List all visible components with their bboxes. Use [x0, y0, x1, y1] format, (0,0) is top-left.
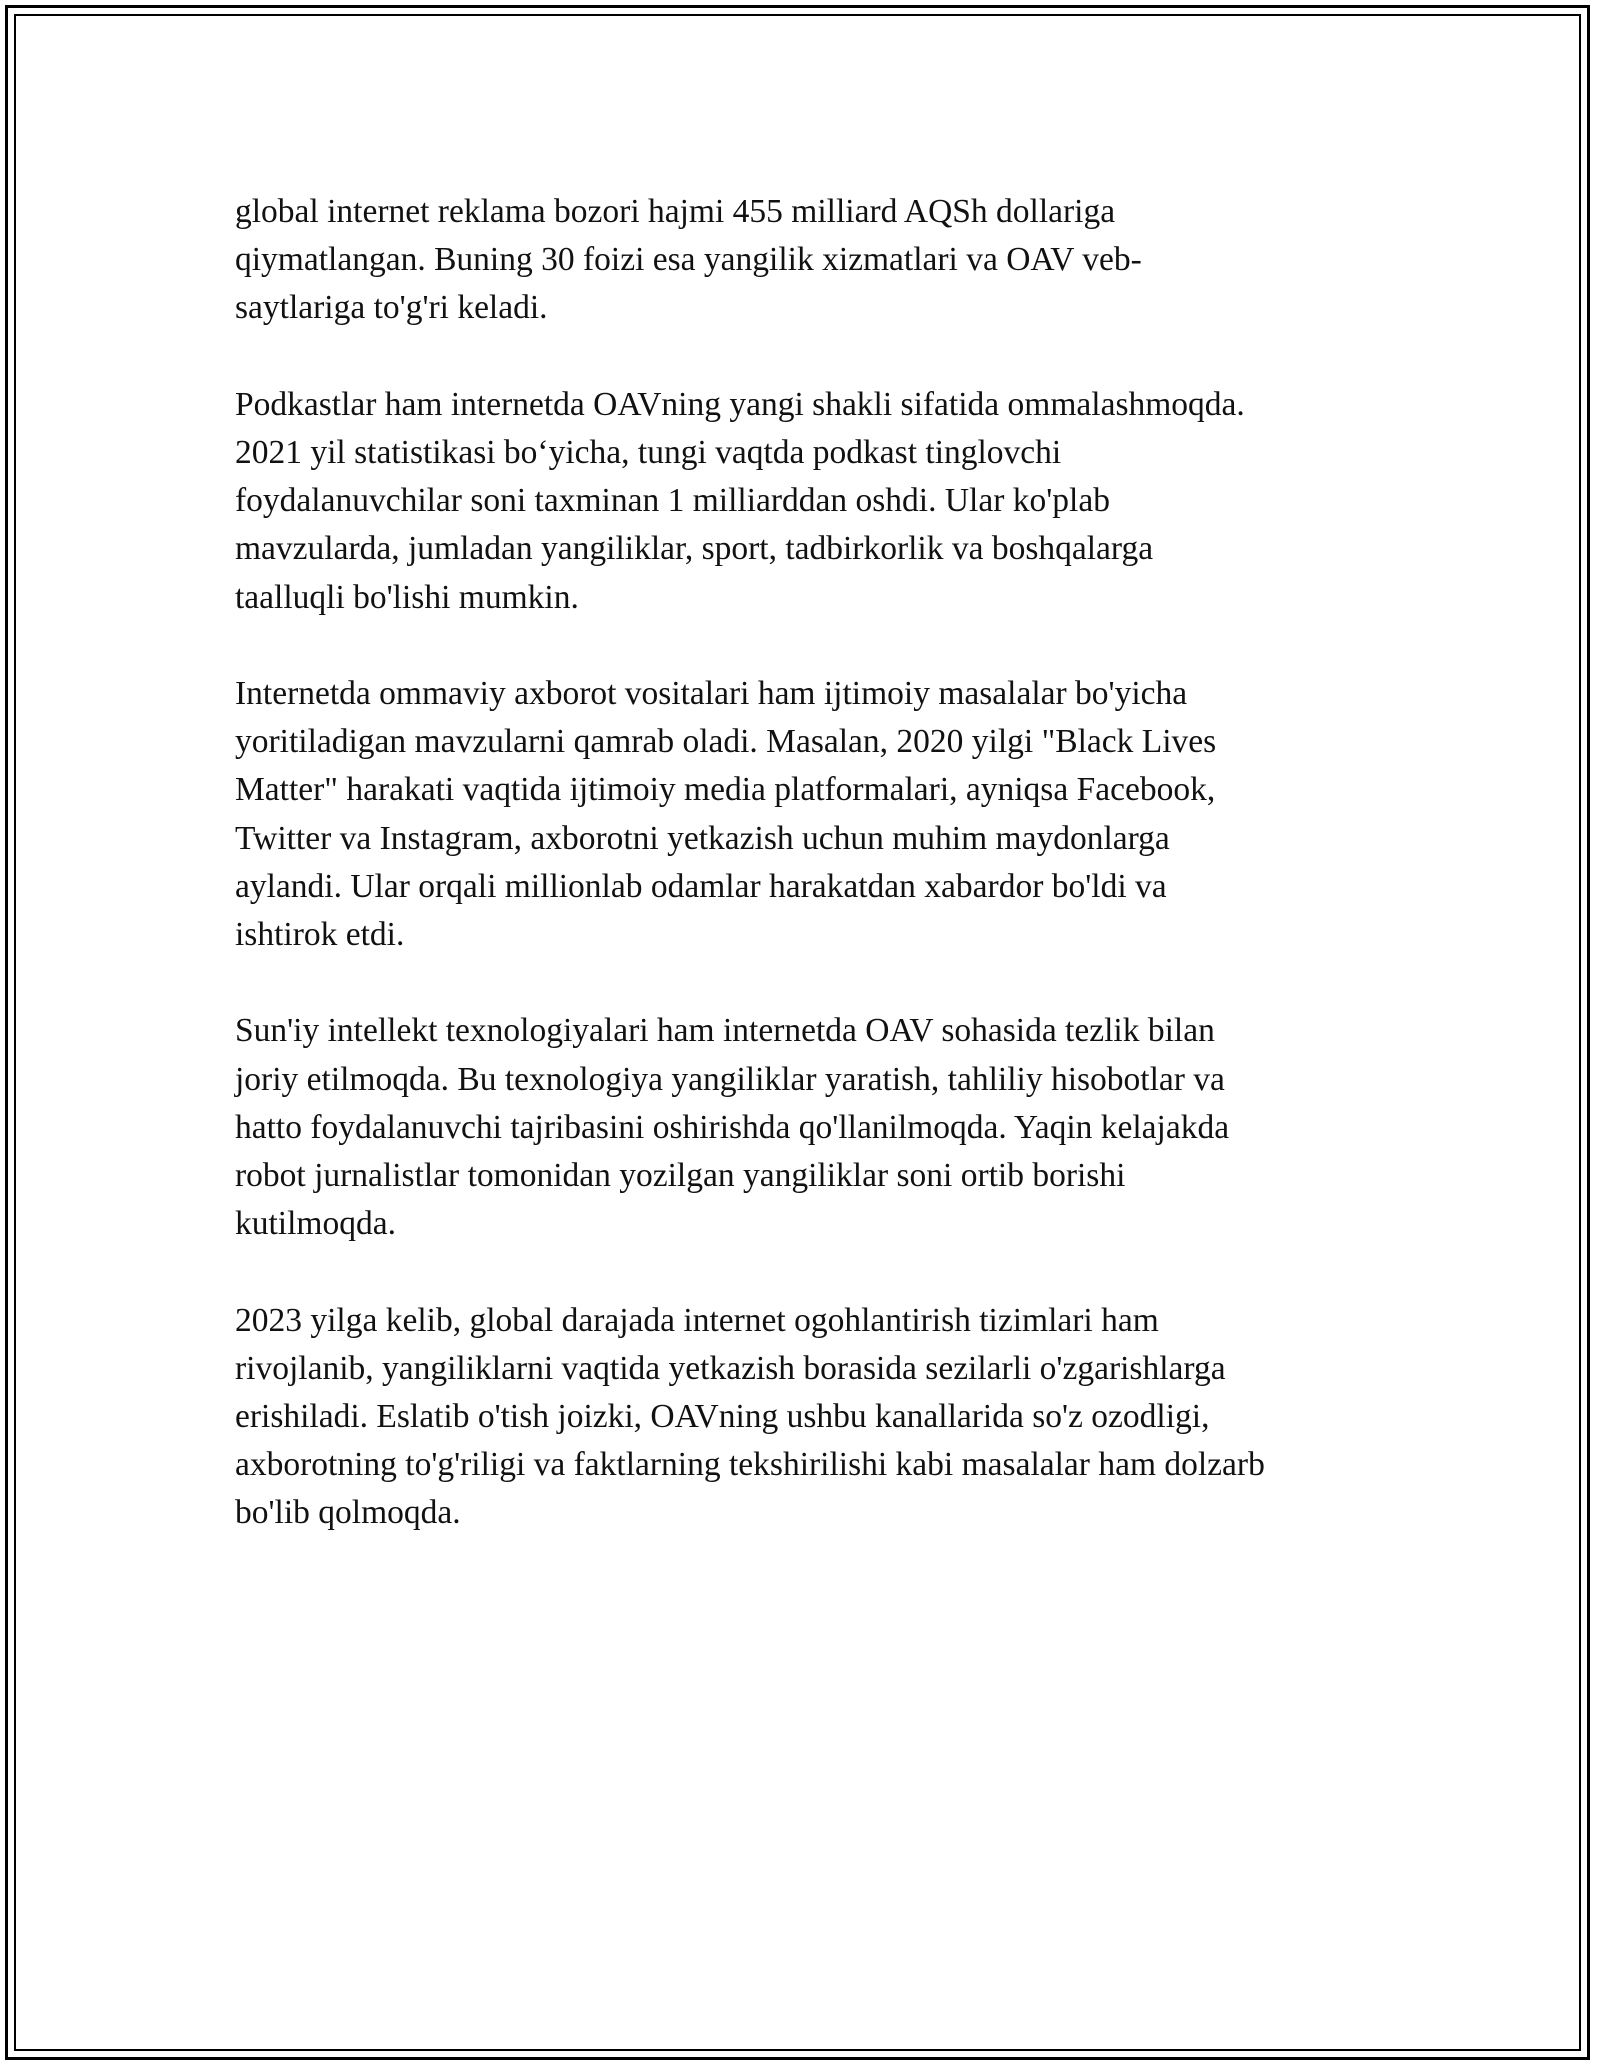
paragraph-social-issues: Internetda ommaviy axborot vositalari ham ijtimoiy masalalar bo'yicha yoritiladigan mavzularni qamrab oladi. Masalan, 2020 yilgi "Black Lives Matter" harakati vaqtida ijtimoiy media platformalari, ayniqsa Facebook, Twitter va Instagram, axborotni yetkazish uchun muhim maydonlarga aylandi. Ular orqali millionlab odamlar harakatdan xabardor bo'ldi va ishtirok etdi.: [235, 675, 1217, 954]
paragraph-podcasts: Podkastlar ham internetda OAVning yangi shakli sifatida ommalashmoqda. 2021 yil statistikasi bo‘yicha, tungi vaqtda podkast tinglovchi foydalanuvchilar soni taxminan 1 milliarddan oshdi. Ular ko'plab mavzularda, jumladan yangiliklar, sport, tadbirkorlik va boshqalarga taalluqli bo'lishi mumkin.: [235, 385, 1245, 616]
paragraph-ad-market: global internet reklama bozori hajmi 455 milliard AQSh dollariga qiymatlangan. Buning 30 foizi esa yangilik xizmatlari va OAV veb- saytlariga to'g'ri keladi.: [235, 193, 1142, 327]
paragraph-artificial-intelligence: Sun'iy intellekt texnologiyalari ham internetda OAV sohasida tezlik bilan joriy etilmoqda. Bu texnologiya yangiliklar yaratish, tahliliy hisobotlar va hatto foydalanuvchi tajribasini oshirishda qo'llanilmoqda. Yaqin kelajakda robot jurnalistlar tomonidan yozilgan yangiliklar soni ortib borishi kutilmoqda.: [235, 1012, 1230, 1243]
document-body: [235, 188, 1365, 1586]
paragraph-alert-systems: 2023 yilga kelib, global darajada internet ogohlantirish tizimlari ham rivojlanib, yangiliklarni vaqtida yetkazish borasida sezilarli o'zgarishlarga erishiladi. Eslatib o'tish joizki, OAVning ushbu kanallarida so'z ozodligi, axborotning to'g'riligi va faktlarning tekshirilishi kabi masalalar ham dolzarb bo'lib qolmoqda.: [235, 1301, 1265, 1532]
